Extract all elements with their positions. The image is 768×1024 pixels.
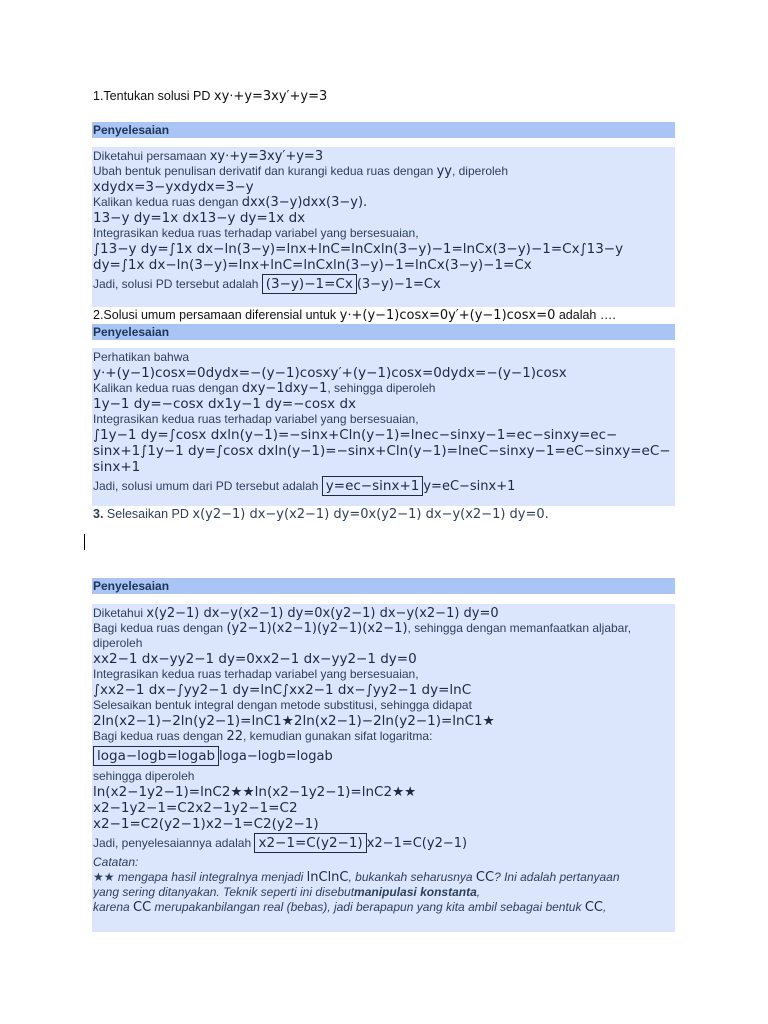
s3-equation: x2−1=C(y2−1)	[366, 836, 468, 851]
s2-line: Perhatikan bahwa	[93, 350, 190, 364]
s1-text: Jadi, solusi PD tersebut adalah	[93, 277, 262, 291]
s1-line: Integrasikan kedua ruas terhadap variabel yang bersesuaian,	[93, 226, 419, 240]
s1-line	[93, 164, 675, 179]
s3-note-bold: manipulasi konstanta	[354, 885, 477, 899]
s2-equation-line: sinx+1	[93, 459, 141, 475]
s3-equation: loga−logb=logab	[219, 749, 333, 764]
s3-conclusion	[93, 832, 675, 855]
s3-note-equation: CC	[584, 900, 603, 915]
s2-text: Kalikan kedua ruas dengan	[93, 381, 242, 395]
s3-note-text: merupakanbilangan real (bebas), jadi berapapun yang kita ambil sebagai bentuk	[151, 900, 585, 914]
s3-equation: 22	[226, 729, 243, 744]
s3-line	[93, 621, 675, 636]
s3-line: Selesaikan bentuk integral dengan metode substitusi, sehingga didapat	[93, 698, 472, 712]
s1-line	[93, 149, 675, 164]
s3-note-equation: CC	[133, 900, 152, 915]
question-3-equation: x(y2−1) dx−y(x2−1) dy=0x(y2−1) dx−y(x2−1) dy=0.	[192, 507, 549, 522]
s3-line: diperoleh	[93, 636, 143, 650]
s1-text: Ubah bentuk penulisan derivatif dan kurangi kedua ruas dengan	[93, 164, 437, 178]
s3-line: Integrasikan kedua ruas terhadap variabel yang bersesuaian,	[93, 667, 419, 681]
s2-equation-line: ∫1y−1 dy=∫cosx dxln(y−1)=−sinx+Cln(y−1)=lnec−sinxy−1=ec−sinxy=ec−	[93, 427, 618, 443]
s1-boxed-answer: (3−y)−1=Cx	[262, 274, 357, 294]
s3-note-text: ,	[476, 885, 481, 899]
s3-text: , kemudian gunakan sifat logaritma:	[242, 729, 433, 743]
text-cursor	[84, 534, 85, 550]
s2-line: Integrasikan kedua ruas terhadap variabel yang bersesuaian,	[93, 412, 419, 426]
s2-text: , sehingga diperoleh	[327, 381, 436, 395]
s1-text: Diketahui persamaan	[93, 149, 210, 163]
question-1-label: 1.Tentukan solusi PD	[93, 89, 214, 103]
question-3	[93, 507, 677, 522]
s3-note-text: yang sering ditanyakan. Teknik seperti ini disebut	[93, 885, 355, 899]
s3-note-title: Catatan:	[93, 855, 139, 869]
s1-text: , diperoleh	[451, 164, 509, 178]
solution-3-block	[92, 604, 675, 932]
question-2-equation: y⋅+(y−1)cosx=0y′+(y−1)cosx=0	[339, 308, 556, 323]
s2-equation: dxy−1dxy−1	[241, 381, 328, 396]
s3-equation-line: 2ln(x2−1)−2ln(y2−1)=lnC1★2ln(x2−1)−2ln(y2−1)=lnC1★	[93, 713, 495, 729]
solution-2-header: Penyelesaian	[92, 324, 675, 340]
s3-equation-line: x2−1y2−1=C2x2−1y2−1=C2	[93, 800, 298, 816]
s3-line	[93, 606, 675, 621]
question-2-label: 2.Solusi umum persamaan diferensial untuk	[93, 308, 340, 322]
s3-equation-line: xx2−1 dx−yy2−1 dy=0xx2−1 dx−yy2−1 dy=0	[93, 651, 417, 667]
solution-1-block	[92, 147, 675, 307]
s1-equation-line: dy=∫1x dx−ln(3−y)=lnx+lnC=lnCxln(3−y)−1=lnCx(3−y)−1=Cx	[93, 257, 532, 273]
s3-text: Diketahui	[93, 606, 147, 620]
s2-conclusion	[93, 475, 675, 498]
s1-equation: yy	[436, 164, 452, 179]
s1-equation: xy⋅+y=3xy′+y=3	[209, 149, 324, 164]
question-2	[93, 308, 677, 323]
s3-line	[93, 729, 675, 744]
s1-text: Kalikan kedua ruas dengan	[93, 195, 242, 209]
s1-line	[93, 195, 675, 210]
s3-line: sehingga diperoleh	[93, 769, 195, 783]
s1-equation-line: 13−y dy=1x dx13−y dy=1x dx	[93, 210, 306, 226]
s3-note-text: , bukankah seharusnya	[348, 870, 476, 884]
s3-note-equation: CC	[475, 870, 495, 885]
s1-equation-line: ∫13−y dy=∫1x dx−ln(3−y)=lnx+lnC=lnCxln(3−y)−1=lnCx(3−y)−1=Cx∫13−y	[93, 241, 624, 257]
s3-log-property	[93, 744, 675, 769]
s3-text: Jadi, penyelesaiannya adalah	[93, 836, 255, 850]
question-1	[93, 89, 677, 104]
s3-note-text: ,	[602, 900, 607, 914]
s3-note-line	[93, 885, 675, 900]
s2-equation-line: 1y−1 dy=−cosx dx1y−1 dy=−cosx dx	[93, 396, 357, 412]
question-1-equation: xy⋅+y=3xy′+y=3	[213, 89, 328, 104]
s3-note-text: ? Ini adalah pertanyaan	[494, 870, 620, 884]
solution-3-header: Penyelesaian	[92, 578, 675, 594]
s3-note-text: ★★ mengapa hasil integralnya menjadi	[93, 870, 307, 884]
solution-1-header: Penyelesaian	[92, 122, 675, 138]
s3-equation-line: ∫xx2−1 dx−∫yy2−1 dy=lnC∫xx2−1 dx−∫yy2−1 dy=lnC	[93, 682, 472, 698]
s3-note-text: karena	[93, 900, 134, 914]
s2-text: Jadi, solusi umum dari PD tersebut adalah	[93, 479, 322, 493]
solution-2-block	[92, 348, 675, 506]
s3-boxed-answer: x2−1=C(y2−1)	[254, 833, 366, 853]
s3-equation-line: x2−1=C2(y2−1)x2−1=C2(y2−1)	[93, 816, 319, 832]
s2-line	[93, 381, 675, 396]
s3-boxed-formula: loga−logb=logab	[93, 746, 219, 766]
s2-equation: y=eC−sinx+1	[423, 479, 516, 494]
s1-equation: dxx(3−y)dxx(3−y).	[241, 195, 368, 210]
s3-note-line	[93, 870, 675, 885]
question-3-label: Selesaikan PD	[103, 507, 193, 521]
question-2-tail: adalah ….	[555, 308, 616, 322]
s1-equation: (3−y)−1=Cx	[356, 277, 441, 292]
s3-text: , sehingga dengan memanfaatkan aljabar,	[407, 621, 632, 635]
s3-note-equation: lnClnC	[306, 870, 349, 885]
s3-note-line	[93, 900, 675, 915]
s3-equation: (y2−1)(x2−1)(y2−1)(x2−1)	[226, 621, 408, 636]
s2-equation-line: sinx+1∫1y−1 dy=∫cosx dxln(y−1)=−sinx+Cln(y−1)=lneC−sinxy−1=eC−sinxy=eC−	[93, 443, 671, 459]
s1-conclusion	[93, 273, 675, 296]
s2-boxed-answer: y=ec−sinx+1	[322, 476, 424, 496]
s3-equation-line: ln(x2−1y2−1)=lnC2★★ln(x2−1y2−1)=lnC2★★	[93, 784, 417, 800]
s3-text: Bagi kedua ruas dengan	[93, 729, 227, 743]
question-3-number: 3.	[93, 507, 104, 521]
s2-equation-line: y⋅+(y−1)cosx=0dydx=−(y−1)cosxy′+(y−1)cosx=0dydx=−(y−1)cosx	[93, 365, 567, 381]
s3-text: Bagi kedua ruas dengan	[93, 621, 227, 635]
s1-equation-line: xdydx=3−yxdydx=3−y	[93, 179, 254, 195]
s3-equation: x(y2−1) dx−y(x2−1) dy=0x(y2−1) dx−y(x2−1) dy=0	[146, 606, 499, 621]
